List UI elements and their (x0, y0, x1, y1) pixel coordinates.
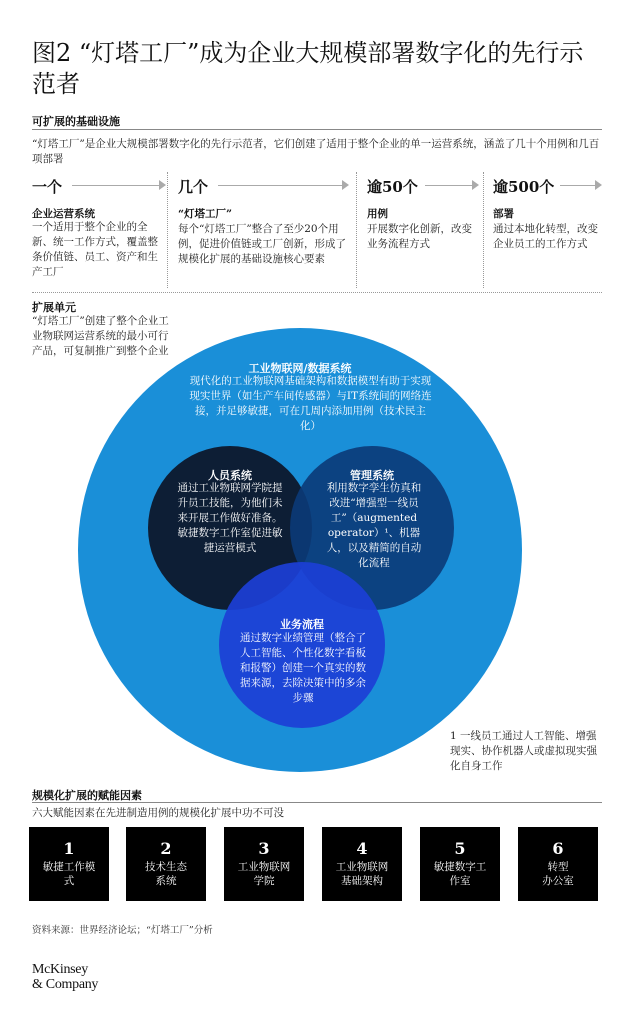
people-system-title: 人员系统 (208, 469, 252, 482)
business-process-title: 业务流程 (280, 618, 324, 631)
column-head-4: 逾500个 (493, 178, 555, 196)
enabler-box-4 (322, 827, 402, 901)
column-desc-1: 一个适用于整个企业的全新、统一工作方式，覆盖整条价值链、员工、资产和生产工厂 (32, 221, 158, 278)
section-label-enablers: 规模化扩展的赋能因素 (32, 789, 142, 802)
enabler-number: 1 (63, 839, 75, 858)
iiot-system-text: 现代化的工业物联网基础架构和数据模型有助于实现现实世界（如生产车间传感器）与IT系统间的网络连接，并足够敏捷，可在几周内添加用例（技术民主化） (189, 375, 432, 432)
column-sub-3: 用例 (367, 208, 388, 220)
enabler-box-6 (518, 827, 598, 901)
footnote: 1 一线员工通过人工智能、增强现实、协作机器人或虚拟现实强化自身工作 (450, 730, 597, 772)
enabler-label: 工业物联网 学院 (237, 861, 291, 887)
column-head-1: 一个 (32, 178, 63, 196)
iiot-system-title: 工业物联网/数据系统 (248, 362, 352, 375)
logo-line-2: & Company (32, 977, 99, 992)
column-desc-4: 通过本地化转型，改变企业员工的工作方式 (493, 223, 598, 250)
enabler-number: 5 (454, 839, 466, 858)
section-label-infrastructure: 可扩展的基础设施 (32, 115, 120, 128)
enabler-label: 转型 办公室 (542, 861, 574, 887)
enabler-number: 6 (552, 839, 564, 858)
management-system-text: 利用数字孪生仿真和改进“增强型一线员工”（augmented operator）¹、机器人，以及精简的自动化流程 (326, 482, 422, 569)
enabler-label: 技术生态 系统 (145, 861, 187, 887)
enabler-box-3 (224, 827, 304, 901)
column-desc-3: 开展数字化创新，改变业务流程方式 (367, 223, 472, 250)
enabler-number: 4 (356, 839, 368, 858)
section-label-scale-unit: 扩展单元 (32, 301, 76, 314)
enabler-label: 敏捷工作模 式 (42, 861, 96, 887)
enablers-desc: 六大赋能因素在先进制造用例的规模化扩展中功不可没 (32, 807, 284, 819)
divider (32, 802, 602, 803)
enabler-box-1 (29, 827, 109, 901)
infrastructure-intro: “灯塔工厂”是企业大规模部署数字化的先行示范者，它们创建了适用于整个企业的单一运营系统，涵盖了几十个用例和几百项部署 (32, 138, 600, 165)
enabler-box-5 (420, 827, 500, 901)
column-sub-4: 部署 (493, 208, 514, 220)
source-note: 资料来源：世界经济论坛；“灯塔工厂”分析 (32, 925, 213, 936)
enabler-label: 敏捷数字工 作室 (433, 861, 487, 887)
column-head-2: 几个 (178, 178, 209, 196)
people-system-text: 通过工业物联网学院提升员工技能，为他们未来开展工作做好准备。敏捷数字工作室促进敏捷运营模式 (177, 482, 283, 554)
column-sub-1: 企业运营系统 (32, 208, 95, 220)
column-head-3: 逾50个 (367, 178, 418, 196)
scale-unit-desc: “灯塔工厂”创建了整个企业工业物联网运营系统的最小可行产品，可复制推广到整个企业 (32, 315, 169, 357)
page-title: 图2 “灯塔工厂”成为企业大规模部署数字化的先行示范者 (32, 39, 584, 98)
enabler-number: 2 (160, 839, 172, 858)
enabler-number: 3 (258, 839, 270, 858)
management-system-title: 管理系统 (350, 469, 394, 482)
enabler-box-2 (126, 827, 206, 901)
business-process-text: 通过数字业绩管理（整合了人工智能、个性化数字看板和报警）创建一个真实的数据来源，去除决策中的多余步骤 (240, 632, 366, 704)
mckinsey-logo (32, 962, 98, 992)
column-desc-2: 每个“灯塔工厂”整合了至少20个用例，促进价值链或工厂创新，形成了规模化扩展的基础设施核心要素 (178, 223, 346, 265)
column-sub-2: “灯塔工厂” (178, 208, 233, 220)
enabler-label: 工业物联网 基础架构 (335, 861, 389, 887)
logo-line-1: McKinsey (32, 962, 88, 977)
